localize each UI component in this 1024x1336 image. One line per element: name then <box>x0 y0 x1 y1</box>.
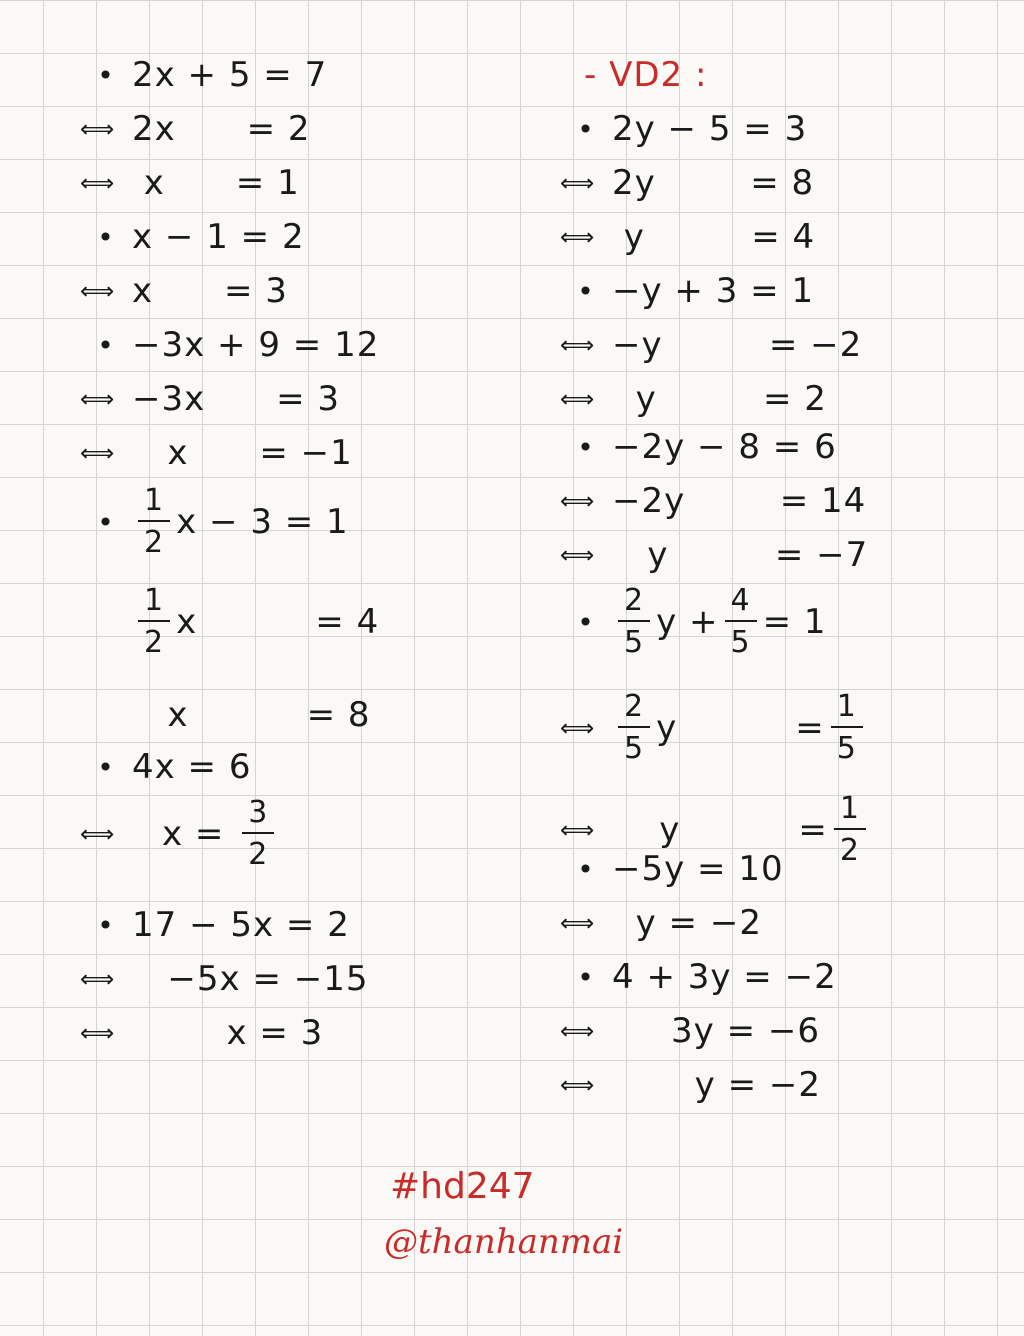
equivalence-marker: ⟺ <box>560 816 596 844</box>
fraction-denominator: 5 <box>624 625 645 660</box>
equation-text: −3x + 9 = 12 <box>132 325 380 365</box>
fraction-numerator: 1 <box>138 486 170 522</box>
fraction <box>138 483 170 560</box>
equation-line <box>560 264 814 318</box>
equation-line <box>80 48 327 102</box>
equation-line <box>560 420 837 474</box>
equation-text: 2y = 8 <box>612 163 815 203</box>
equation-text: x = 3 <box>132 271 288 311</box>
equation-line <box>80 210 305 264</box>
equation-text: −y = −2 <box>612 325 863 365</box>
equation-line <box>80 426 353 480</box>
bullet-marker: • <box>97 58 115 92</box>
equivalence-marker: ⟺ <box>560 714 596 742</box>
equation-line <box>80 264 288 318</box>
equation-line <box>560 474 866 528</box>
fraction-denominator: 5 <box>836 731 857 766</box>
bullet-marker: • <box>97 750 115 784</box>
section-heading <box>584 48 707 102</box>
equation-text: 4 + 3y = −2 <box>612 957 837 997</box>
equation-line <box>560 842 784 896</box>
equivalence-marker: ⟺ <box>80 277 116 305</box>
equation-text: −y + 3 = 1 <box>612 271 815 311</box>
equivalence-marker: ⟺ <box>560 1071 596 1099</box>
equivalence-marker: ⟺ <box>80 965 116 993</box>
equivalence-marker: ⟺ <box>560 909 596 937</box>
bullet-marker: • <box>577 852 595 886</box>
fraction-denominator: 2 <box>144 625 165 660</box>
equation-text: x = −1 <box>132 433 353 473</box>
equivalence-marker: ⟺ <box>560 169 596 197</box>
heading-text: - VD2 : <box>584 55 708 95</box>
equation-text: x = 8 <box>132 695 371 735</box>
fraction-numerator: 3 <box>242 798 274 834</box>
equation-text: y = −7 <box>612 535 869 575</box>
equation-text: 2x + 5 = 7 <box>132 55 328 95</box>
equation-text: −5x = −15 <box>132 959 369 999</box>
equation-line <box>560 372 827 426</box>
bullet-marker: • <box>97 505 115 539</box>
fraction <box>834 791 866 868</box>
equation-line <box>560 582 827 662</box>
equation-line <box>560 102 807 156</box>
equation-line <box>560 950 837 1004</box>
fraction-numerator: 1 <box>831 692 863 728</box>
equation-line <box>560 528 868 582</box>
fraction-denominator: 5 <box>730 625 751 660</box>
equation-text: x = 1 <box>132 163 300 203</box>
equation-line <box>80 794 280 874</box>
bullet-marker: • <box>577 605 595 639</box>
equation-text: 3y = −6 <box>612 1011 821 1051</box>
equation-line <box>80 740 252 794</box>
author-handle: @thanhanmai <box>384 1222 624 1262</box>
fraction <box>242 795 274 872</box>
fraction-numerator: 1 <box>834 794 866 830</box>
equivalence-marker: ⟺ <box>80 1019 116 1047</box>
fraction-denominator: 5 <box>624 731 645 766</box>
equivalence-marker: ⟺ <box>560 385 596 413</box>
equation-line <box>80 688 371 742</box>
fraction <box>138 583 170 660</box>
fraction-numerator: 4 <box>725 586 757 622</box>
equation-line <box>560 156 814 210</box>
equation-line <box>80 582 379 662</box>
equation-text: 17 − 5x = 2 <box>132 905 350 945</box>
bullet-marker: • <box>97 908 115 942</box>
equation-line <box>560 896 762 950</box>
equation-text: x = 4 <box>176 602 380 642</box>
equation-text: y = −2 <box>612 903 762 943</box>
equation-text: −5y = 10 <box>612 849 784 889</box>
equation-line <box>560 210 815 264</box>
equation-text: x − 1 = 2 <box>132 217 305 257</box>
equation-line <box>80 482 349 562</box>
equivalence-marker: ⟺ <box>560 331 596 359</box>
bullet-marker: • <box>577 430 595 464</box>
equation-text: y + <box>656 602 719 642</box>
bullet-marker: • <box>577 960 595 994</box>
fraction <box>725 583 757 660</box>
equation-line <box>80 102 311 156</box>
equation-text: x = <box>162 814 237 854</box>
equation-text: y = <box>612 810 828 850</box>
equation-text: x − 3 = 1 <box>176 502 349 542</box>
equation-text: x = 3 <box>132 1013 324 1053</box>
equivalence-marker: ⟺ <box>80 385 116 413</box>
equation-text: −2y = 14 <box>612 481 867 521</box>
equivalence-marker: ⟺ <box>560 223 596 251</box>
equation-text: 2x = 2 <box>132 109 311 149</box>
equation-text: = 1 <box>762 602 827 642</box>
fraction-numerator: 1 <box>138 586 170 622</box>
equivalence-marker: ⟺ <box>80 439 116 467</box>
equation-text: y = <box>656 708 825 748</box>
fraction <box>618 583 650 660</box>
fraction-denominator: 2 <box>839 833 861 868</box>
fraction-denominator: 2 <box>144 525 165 560</box>
equivalence-marker: ⟺ <box>560 1017 596 1045</box>
equation-text: y = 2 <box>612 379 827 419</box>
equation-text: 4x = 6 <box>132 747 252 787</box>
equation-text: y = −2 <box>612 1065 821 1105</box>
equation-line <box>560 318 862 372</box>
equation-text: −3x = 3 <box>132 379 341 419</box>
equation-line <box>560 688 869 768</box>
equation-text: 2y − 5 = 3 <box>612 109 808 149</box>
equation-text: y = 4 <box>612 217 816 257</box>
bullet-marker: • <box>97 328 115 362</box>
equation-line <box>560 1004 820 1058</box>
equivalence-marker: ⟺ <box>560 487 596 515</box>
hashtag: #hd247 <box>390 1166 535 1207</box>
fraction-denominator: 2 <box>248 837 269 872</box>
equation-line <box>80 318 379 372</box>
bullet-marker: • <box>97 220 115 254</box>
equation-line <box>80 1006 323 1060</box>
fraction <box>618 689 650 766</box>
bullet-marker: • <box>577 112 595 146</box>
equation-line <box>80 952 369 1006</box>
fraction <box>831 689 863 766</box>
equation-line <box>560 1058 821 1112</box>
fraction-numerator: 2 <box>618 586 650 622</box>
equation-text: −2y − 8 = 6 <box>612 427 837 467</box>
bullet-marker: • <box>577 274 595 308</box>
equation-line <box>80 156 300 210</box>
equivalence-marker: ⟺ <box>560 541 596 569</box>
equivalence-marker: ⟺ <box>80 820 116 848</box>
equation-line <box>80 898 350 952</box>
fraction-numerator: 2 <box>618 692 650 728</box>
equivalence-marker: ⟺ <box>80 115 116 143</box>
equivalence-marker: ⟺ <box>80 169 116 197</box>
equation-line <box>80 372 340 426</box>
